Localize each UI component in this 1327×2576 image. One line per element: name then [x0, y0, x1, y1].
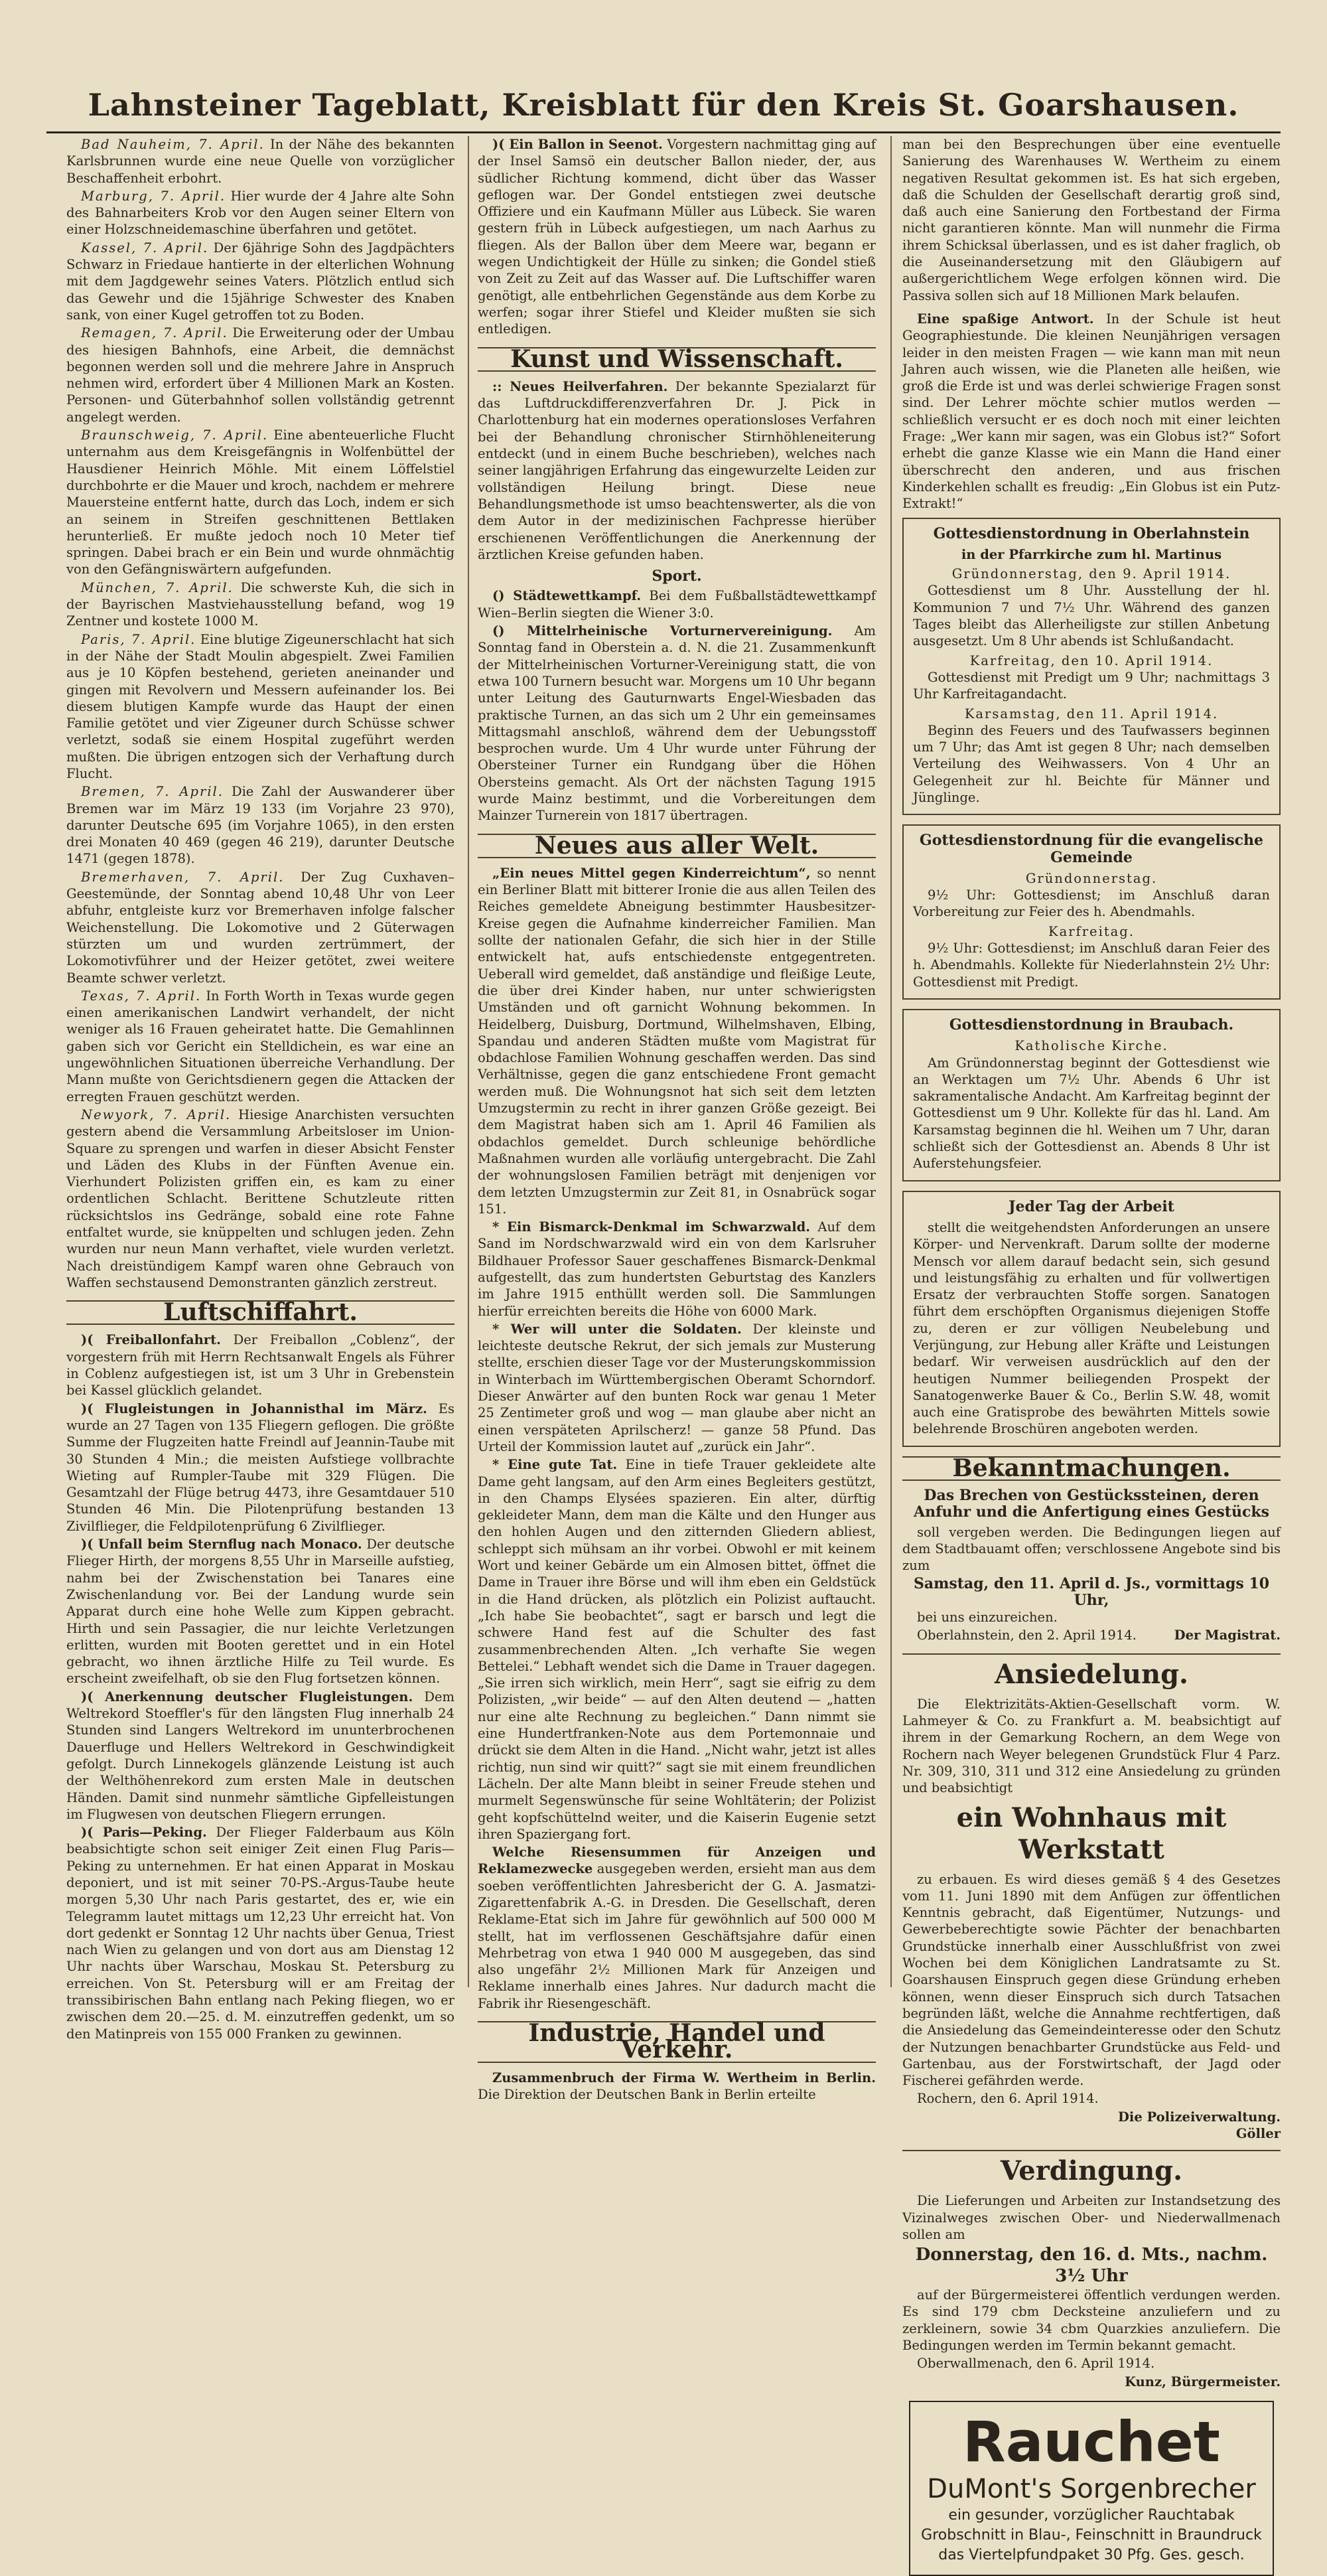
sport-item: () Mittelrheinische Vorturnervereinigung. Am Sonntag fand in Oberstein a. d. N. die 21. Zusammenkunft der Mittelrheinischen Vorturner-Vereinigung statt, die von etwa 100 Turnern besucht war. Morgens um 10 Uhr begann unter Leitung des Gauturnwarts Engel-Wiesbaden das praktische Turnen, an das sich um 2 Uhr ein gemeinsames Mittagsmahl anschloß, während dem der Uebungsstoff besprochen wurde. Um 4 Uhr wurde unter Führung der Obersteiner Turner ein Rundgang über die Höhen Obersteins gemacht. Als Ort der nächsten Tagung 1915 wurde Mainz bestimmt, und die Vorbereitungen dem Mainzer Turnerein von 1817 übertragen.: [478, 623, 876, 824]
neues-item: * Eine gute Tat. Eine in tiefe Trauer gekleidete alte Dame geht langsam, auf den Arm eines Begleiters gestützt, in den Champs Elysées spazieren. Ein alter, dürftig gekleideter Mann, dem man die Kälte und den Hunger aus den hohlen Augen und den zitternden Gliedern abliest, schleppt sich mühsam an ihr vorbei. Obwohl er mit keinem Wort und keiner Gebärde um ein Almosen bittet, öffnet die Dame in Trauer ihre Börse und will ihm eben ein Geldstück in die Hand drücken, als plötzlich ein Polizist auftaucht. „Ich habe Sie beobachtet“, sagt er barsch und legt die schwere Hand fest auf die Schulter des fast zusammenbrechenden Alten. „Ich verhafte Sie wegen Bettelei.“ Lebhaft wendet sich die Dame in Trauer dagegen. „Sie irren sich wirklich, mein Herr“, sagt sie eifrig zu dem Polizisten, „wir beide“ — auf den Alten deutend — „hatten nur eine alte Rechnung zu begleichen.“ Dann nimmt sie eine Hundertfranken-Note aus dem Portemonnaie und drückt sie dem Alten in die Hand. „Nicht wahr, jetzt ist alles richtig, nun sind wir quitt?“ sagt sie mit einem freundlichen Lächeln. Der alte Mann bleibt in seiner Freude stehen und murmelt Segenswünsche für seine Wohltäterin; der Polizist geht kopfschüttelnd weiter, und die Kaiserin Eugenie setzt ihren Spaziergang fort.: [478, 1457, 876, 1842]
masthead: Lahnsteiner Tageblatt, Kreisblatt für den Kreis St. Goarshausen.: [46, 78, 1281, 133]
aviation-item: )( Freiballonfahrt. Der Freiballon „Coblenz“, der vorgestern früh mit Herrn Rechtsanwalt Engels als Führer in Coblenz aufgestiegen ist, ist um 3 Uhr in Grebenstein bei Kassel glücklich gelandet.: [66, 1332, 455, 1399]
section-title-kunst: Kunst und Wissenschaft.: [478, 347, 876, 372]
news-item: Bremen, 7. April. Die Zahl der Auswanderer über Bremen war im März 19 133 (im Vorjahre 23 970), darunter Deutsche 695 (im Vorjahre 1065), in den ersten drei Monaten 40 469 (gegen 46 219), darunter Deutsche 1471 (gegen 1878).: [66, 784, 455, 867]
ad-sanatogen: Jeder Tag der Arbeit stellt die weitgehendsten Anforderungen an unsere Körper- und Nervenkraft. Darum sollte der moderne Mensch vor allem darauf bedacht sein, sich gesund und leistungsfähig zu erhalten und für vollwertigen Ersatz der verbrauchten Stoffe sorgen. Sanatogen führt dem erschöpften Organismus diejenigen Stoffe zu, deren er zur völligen Neubelebung und Verjüngung, zur Hebung aller Kräfte und Leistungen bedarf. Wir verweisen ausdrücklich auf den der heutigen Nummer beiliegenden Prospekt der Sanatogenwerke Bauer & Co., Berlin S.W. 48, womit auch eine Gratisprobe des bewährten Mittels sowie belehrende Broschüren angeboten werden.: [902, 1191, 1281, 1447]
aviation-item: )( Unfall beim Sternflug nach Monaco. Der deutsche Flieger Hirth, der morgens 8,55 Uhr in Marseille aufstieg, nahm bei der Zwischenstation bei Tanares eine Zwischenlandung vor. Bei der Landung wurde sein Apparat durch eine hohe Welle zum Kippen gebracht. Hirth und sein Passagier, die nur leichte Verletzungen erlitten, wurden mit Booten gerettet und in ein Hotel gebracht, wo ihnen ärztliche Hilfe zu Teil wurde. Es erscheint zweifelhaft, ob sie den Flug fortsetzen können.: [66, 1537, 455, 1687]
section-title-bekanntmachungen: Bekanntmachungen.: [902, 1456, 1281, 1481]
service-text: 9½ Uhr: Gottesdienst; im Anschluß daran Vorbereitung zur Feier des h. Abendmahls.: [913, 887, 1270, 920]
service-day: Karfreitag.: [1048, 923, 1135, 939]
sport-item: () Städtewettkampf. Bei dem Fußballstädtewettkampf Wien–Berlin siegten die Wiener 3:0.: [478, 588, 876, 621]
neues-item: * Ein Bismarck-Denkmal im Schwarzwald. Auf dem Sand im Nordschwarzwald wird ein von dem Karlsruher Bildhauer Professor Sauer geschaffenes Bismarck-Denkmal aufgestellt, das zum hundertsten Geburtstag des Kanzlers im Jahre 1915 enthüllt werden soll. Die Sammlungen hierfür erreichten bereits die Höhe von 6000 Mark.: [478, 1219, 876, 1319]
article-heilverfahren: :: Neues Heilverfahren. Der bekannte Spezialarzt für das Luftdruckdifferenzverfahren Dr. J. Pick in Charlottenburg hat ein modernes operationsloses Verfahren bei der Behandlung chronischer Stirnhöhleneiterung entdeckt (und in einem Buche beschrieben), welches nach seiner langjährigen Erfahrung das eingewurzelte Leiden zur vollständigen Heilung bringt. Diese neue Behandlungsmethode ist umso beachtenswerter, als die von dem Autor in der medizinischen Fachpresse hierüber erschienenen Veröffentlichungen die Anerkennung der ärztlichen Kreise gefunden haben.: [478, 378, 876, 562]
neues-item: „Ein neues Mittel gegen Kinderreichtum“, so nennt ein Berliner Blatt mit bitterer Ironie die aus allen Teilen des Reiches gemeldete Abneigung bestimmter Hausbesitzer-Kreise gegen die Aufnahme kinderreicher Familien. Man sollte der nationalen Gefahr, die sich hier in der Stille entwickelt hat, aufs entschiedenste entgegentreten. Ueberall wird gemeldet, daß anständige und fleißige Leute, die über drei Kinder haben, nur unter schwierigsten Umständen und oft garnicht Wohnung bekommen. In Heidelberg, Duisburg, Dortmund, Wilhelmshaven, Elbing, Spandau und anderen Städten mußte vom Magistrat für obdachlose Familien Wohnung geschaffen werden. Das sind Verhältnisse, gegen die ganz entschiedene Front gemacht werden muß. Die Wohnungsnot hat sich seit dem letzten Umzugstermin zu recht in ihrer ganzen Größe gezeigt. Bei dem Magistrat haben sich am 1. April 46 Familien als obdachlos gemeldet. Durch schleunige behördliche Maßnahmen wurden alle vorläufig untergebracht. Die Zahl der wohnungslosen Familien beträgt mit denjenigen vor dem letzten Umzugstermin zur Zeit 81, in Osnabrück sogar 151.: [478, 865, 876, 1217]
news-item: Marburg, 7. April. Hier wurde der 4 Jahre alte Sohn des Bahnarbeiters Krob vor den Augen seiner Eltern von einer Holzschneidemaschine überfahren und getötet.: [66, 188, 454, 238]
neues-item: * Wer will unter die Soldaten. Der kleinste und leichteste deutsche Rekrut, der sich jemals zur Musterung stellte, erschien dieser Tage vor der Musterungskommission in Winterbach im Württembergischen Oberamt Schorndorf. Dieser Anwärter auf den bunten Rock war genau 1 Meter 25 Zentimeter groß und wog — man glaube aber nicht an einen verspäteten Aprilscherz! — ganze 58 Pfund. Das Urteil der Kommission lautet auf „zurück ein Jahr“.: [478, 1321, 876, 1454]
section-title-sport: Sport.: [652, 568, 702, 585]
aviation-item: )( Paris—Peking. Der Flieger Falderbaum aus Köln beabsichtigte schon seit einiger Zeit einen Flug Paris—Peking zu unternehmen. Er hat einen Apparat in Moskau deponiert, und ist mit seiner 70-PS.-Argus-Taube heute morgen 5,30 Uhr nach Paris gestartet, des er, wie ein Telegramm lautet mittags um 12,23 Uhr erreicht hat. Von dort gedenkt er Sonntag 12 Uhr nachts über Genua, Triest nach Wien zu gelangen und von dort aus am Dienstag 12 Uhr nachts über Warschau, Moskau St. Petersburg zu erreichen. Von St. Petersburg will er am Freitag der transsibirischen Bahn entlang nach Peking fliegen, wo er zwischen dem 20.—25. d. M. einzutreffen gedenkt, um so den Matinpreis von 155 000 Franken zu gewinnen.: [66, 1825, 454, 2042]
aviation-item: )( Flugleistungen in Johannisthal im März. Es wurde an 27 Tagen von 135 Fliegern geflogen. Die größte Summe der Flugzeiten hatte Freindl auf Jeannin-Taube mit 30 Stunden 4 Min.; die meisten Aufstiege vollbrachte Wieting auf Rumpler-Taube mit 329 Flügen. Die Gesamtzahl der Flüge betrug 4473, ihre Gesamtdauer 510 Stunden 46 Min. Die Pilotenprüfung bestanden 13 Zivilflieger, die Feldpilotenprüfung 6 Zivilflieger.: [66, 1401, 454, 1534]
column-rule: [468, 136, 469, 1987]
news-item: Bremerhaven, 7. April. Der Zug Cuxhaven–Geestemünde, der Sonntag abend 10,48 Uhr von Leer abfuhr, entgleiste kurz vor Bremerhaven infolge falscher Weichenstellung. Die Lokomotive und 2 Güterwagen stürzten um und wurden zertrümmert, der Lokomotivführer und der Heizer getötet, zwei weitere Beamte schwer verletzt.: [66, 869, 455, 986]
service-day: Karfreitag, den 10. April 1914.: [969, 652, 1214, 668]
news-item: Texas, 7. April. In Forth Worth in Texas wurde gegen einen amerikanischen Landwirt verhandelt, der nicht weniger als 16 Frauen geheiratet hatte. Die Gemahlinnen gaben sich vor Gericht ein Stelldichein, es war eine an ungewöhnlichen Situationen überreiche Verhandlung. Der Mann mußte von Gerichtsdienern gegen die Attacken der erregten Frauen geschützt werden.: [66, 988, 454, 1104]
news-item: Bad Nauheim, 7. April. In der Nähe des bekannten Karlsbrunnen wurde eine neue Quelle von vorzüglicher Beschaffenheit erbohrt.: [66, 137, 455, 186]
service-text: Beginn des Feuers und des Taufwassers beginnen um 7 Uhr; das Amt ist gegen 8 Uhr; nach demselben Verteilung des Weihwassers. Von 4 Uhr an Gelegenheit zur hl. Beichte für Männer und Jünglinge.: [913, 722, 1270, 805]
article-balloon: )( Ein Ballon in Seenot. Vorgestern nachmittag ging auf der Insel Samsö ein deutscher Ballon nieder, der, aus südlicher Richtung kommend, dicht über das Wasser geflogen war. Der Gondel entstiegen zwei deutsche Offiziere und ein Kaufmann Müller aus Lübeck. Sie waren gestern früh in Lübeck aufgestiegen, um nach Aarhus zu fliegen. Als der Ballon über dem Meere war, begann er wegen Undichtigkeit der Hülle zu sinken; die Gondel stieß von Zeit zu Zeit auf das Wasser auf. Die Luftschiffer waren genötigt, alle entbehrlichen Gegenstände aus dem Korbe zu werfen; sogar ihrer Stiefel und Kleider mußten sie sich entledigen.: [478, 137, 876, 337]
service-text: Gottesdienst mit Predigt um 9 Uhr; nachmittags 3 Uhr Karfreitagandacht.: [913, 669, 1270, 702]
notice-gottesdienst-evangelisch: Gottesdienstordnung für die evangelische Gemeinde Gründonnerstag. 9½ Uhr: Gottesdienst; im Anschluß daran Vorbereitung zur Feier des h. Abendmahls. Karfreitag. 9½ Uhr: Gottesdienst; im Anschluß daran Feier des h. Abendmahls. Kollekte für Niederlahnstein 2½ Uhr: Gottesdienst mit Predigt.: [902, 824, 1281, 1000]
aviation-item: )( Anerkennung deutscher Flugleistungen. Dem Weltrekord Stoeffler's für den längsten Flug innerhalb 24 Stunden sind Langers Weltrekord im ununterbrochenen Dauerfluge und Hellers Weltrekord in Geschwindigkeit gefolgt. Durch Linnekogels glänzende Leistung ist auch der Welthöhenrekord zum ersten Male in deutschen Händen. Damit sind nunmehr sämtliche Gipfelleistungen im Flugwesen von deutschen Fliegern errungen.: [66, 1689, 455, 1822]
aviation-list: [66, 1331, 454, 2042]
neues-item: Welche Riesensummen für Anzeigen und Reklamezwecke ausgegeben werden, ersieht man aus dem soeben veröffentlichten Jahresbericht der G. A. Jasmatzi-Zigarettenfabrik A.-G. in Dresden. Die Gesellschaft, deren Reklame-Etat sich im Jahre für gewöhnlich auf 500 000 M stellt, hat im verflossenen Geschäftsjahre dafür einen Mehrbetrag von etwa 1 940 000 M ausgegeben, das sind also ungefähr 2½ Millionen Mark für Anzeigen und Reklame innerhalb eines Jahres. Nur dadurch macht die Fabrik ihr Riesengeschäft.: [478, 1845, 876, 2011]
news-item: München, 7. April. Die schwerste Kuh, die sich in der Bayrischen Mastviehausstellung befand, wog 19 Zentner und kostete 1000 M.: [66, 579, 455, 629]
news-item: Remagen, 7. April. Die Erweiterung oder der Umbau des hiesigen Bahnhofs, eine Arbeit, die demnächst begonnen werden soll und die mehrere Jahre in Anspruch nehmen wird, erfordert über 4 Millionen Mark an Kosten. Personen- und Güterbahnhof sollen vollständig getrennt angelegt werden.: [66, 325, 454, 425]
news-list: [66, 136, 454, 1291]
section-title-neues: Neues aus aller Welt.: [478, 834, 876, 858]
service-text: Gottesdienst um 8 Uhr. Ausstellung der hl. Kommunion 7 und 7½ Uhr. Während des ganzen Tages bleibt das Allerheiligste zur stillen Anbetung ausgesetzt. Um 8 Uhr abends ist Schlußandacht.: [913, 583, 1270, 649]
column-1: [66, 136, 455, 2042]
neues-list: [478, 865, 876, 2012]
column-2: [478, 136, 876, 2102]
section-title-luftschiffahrt: Luftschiffahrt.: [66, 1300, 454, 1325]
notice-gottesdienst-braubach: Gottesdienstordnung in Braubach. Katholische Kirche. Am Gründonnerstag beginnt der Gottesdienst wie an Werktagen um 7½ Uhr. Abends 6 Uhr ist sakramentalische Andacht. Am Karfreitag beginnt der Gottesdienst um 9 Uhr. Kollekte für das hl. Land. Am Karsamstag beginnen die hl. Weihen um 7 Uhr, daran schließt sich der Gottesdienst an. Abends 8 Uhr ist Auferstehungsfeier.: [902, 1009, 1281, 1181]
article-wertheim-cont: man bei den Besprechungen über eine eventuelle Sanierung des Warenhauses W. Wertheim zu einem negativen Resultat gekommen ist. Es hat sich ergeben, daß die Schulden der Gesellschaft derartig groß sind, daß auch eine Sanierung den Fortbestand der Firma nicht garantieren könnte. Man will nunmehr die Firma ihrem Schicksal überlassen, und es ist daher fraglich, ob die Auseinandersetzung mit den Gläubigern auf außergerichtlichem Wege erfolgen können wird. Die Passiva sollen sich auf 18 Millionen Mark belaufen.: [902, 137, 1281, 303]
news-item: Kassel, 7. April. Der 6jährige Sohn des Jagdpächters Schwarz in Friedaue hantierte in der elterlichen Wohnung mit dem Jagdgewehr seines Vaters. Plötzlich entlud sich das Gewehr und die 15jährige Schwester des Knaben sank, von einer Kugel getroffen tot zu Boden.: [66, 240, 454, 323]
news-item: Newyork, 7. April. Hiesige Anarchisten versuchten gestern abend die Versammlung Arbeitsloser im Union-Square zu sprengen und warfen in dieser Absicht Fenster und Läden des Klubs in der Fünften Avenue ein. Vierhundert Polizisten griffen ein, es kam zu einer ordentlichen Schlacht. Berittene Schutzleute ritten rücksichtslos ins Gedränge, sobald eine rote Fahne entfaltet wurde, sie knüppelten und schlugen jeden. Zehn wurden nur neun Mann verhaftet, viele wurden verletzt. Nach dreistündigem Kampf waren ohne Gebrauch von Waffen sechstausend Demonstranten gänzlich zerstreut.: [66, 1106, 454, 1290]
ad-rauchet: Rauchet DuMont's Sorgenbrecher ein gesunder, vorzüglicher Rauchtabak Grobschnitt in Blau-, Feinschnitt in Braundruck das Viertelpfundpaket 30 Pfg. Ges. gesch.: [909, 2401, 1274, 2576]
notice-gottesdienst-oberlahnstein: Gottesdienstordnung in Oberlahnstein in der Pfarrkirche zum hl. Martinus Gründonnerstag, den 9. April 1914. Gottesdienst um 8 Uhr. Ausstellung der hl. Kommunion 7 und 7½ Uhr. Während des ganzen Tages bleibt das Allerheiligste zur stillen Anbetung ausgesetzt. Um 8 Uhr abends ist Schlußandacht. Karfreitag, den 10. April 1914. Gottesdienst mit Predigt um 9 Uhr; nachmittags 3 Uhr Karfreitagandacht. Karsamstag, den 11. April 1914. Beginn des Feuers und des Taufwassers beginnen um 7 Uhr; das Amt ist gegen 8 Uhr; nach demselben Verteilung des Weihwassers. Von 4 Uhr an Gelegenheit zur hl. Beichte für Männer und Jünglinge.: [902, 518, 1281, 816]
service-day: Gründonnerstag.: [1025, 870, 1158, 886]
article-wertheim-start: Zusammenbruch der Firma W. Wertheim in Berlin. Die Direktion der Deutschen Bank in Berlin erteilte: [478, 2070, 876, 2102]
column-3: man bei den Besprechungen über eine eventuelle Sanierung des Warenhauses W. Wertheim zu einem negativen Resultat gekommen ist. Es hat sich ergeben, daß die Schulden der Gesellschaft derartig groß sind, daß auch eine Sanierung den Fortbestand der Firma nicht garantieren könnte. Man will nunmehr die Firma ihrem Schicksal überlassen, und es ist daher fraglich, ob die Auseinandersetzung mit den Gläubigern auf außergerichtlichem Wege erfolgen können wird. Die Passiva sollen sich auf 18 Millionen Mark belaufen. Eine spaßige Antwort. In der Schule ist heut Geographiestunde. Die kleinen Neunjährigen versagen leider in den meisten Fragen — wie kann man mit neun Jahren auch wissen, wie die Planeten alle heißen, wie groß die Erde ist und was derlei schwierige Fragen sonst sind. Der Lehrer möchte schier mutlos werden — schließlich versucht er es doch noch mit einer leichten Frage: „Wer kann mir sagen, was ein Globus ist?“ Sofort erhebt die ganze Klasse wie ein Mann die Hand einer überschrecht den anderen, und aus frischen Kinderkehlen schallt es freudig: „Ein Globus ist ein Putz-Extrakt!“ Gottesdienstordnung in Oberlahnstein in der Pfarrkirche zum hl. Martinus Gründonnerstag, den 9. April 1914. Gottesdienst um 8 Uhr. Ausstellung der hl. Kommunion 7 und 7½ Uhr. Während des ganzen Tages bleibt das Allerheiligste zur stillen Anbetung ausgesetzt. Um 8 Uhr abends ist Schlußandacht. Karfreitag, den 10. April 1914. Gottesdienst mit Predigt um 9 Uhr; nachmittags 3 Uhr Karfreitagandacht. Karsamstag, den 11. April 1914. Beginn des Feuers und des Taufwassers beginnen um 7 Uhr; das Amt ist gegen 8 Uhr; nach demselben Verteilung des Weihwassers. Von 4 Uhr an Gelegenheit zur hl. Beichte für Männer und Jünglinge. Gottesdienstordnung für die evangelische Gemeinde Gründonnerstag. 9½ Uhr: Gottesdienst; im Anschluß daran Vorbereitung zur Feier des h. Abendmahls. Karfreitag. 9½ Uhr: Gottesdienst; im Anschluß daran Feier des h. Abendmahls. Kollekte für Niederlahnstein 2½ Uhr: Gottesdienst mit Predigt. Gottesdienstordnung in Braubach. Katholische Kirche. Am Gründonnerstag beginnt der Gottesdienst wie an Werktagen um 7½ Uhr. Abends 6 Uhr ist sakramentalische Andacht. Am Karfreitag beginnt der Gottesdienst um 9 Uhr. Kollekte für das hl. Land. Am Karsamstag beginnen die hl. Weihen um 7 Uhr, daran schließt sich der Gottesdienst an. Abends 8 Uhr ist Auferstehungsfeier. Jeder Tag der Arbeit stellt die weitgehendsten Anforderungen an unsere Körper- und Nervenkraft. Darum sollte der moderne Mensch vor allem darauf bedacht sein, sich gesund und leistungsfähig zu erhalten und für vollwertigen Ersatz der verbrauchten Stoffe sorgen. Sanatogen führt dem erschöpften Organismus diejenigen Stoffe zu, deren er zur völligen Neubelebung und Verjüngung, zur Hebung aller Kräfte und Leistungen bedarf. Wir verweisen ausdrücklich auf den der heutigen Nummer beiliegenden Prospekt der Sanatogenwerke Bauer & Co., Berlin S.W. 48, womit auch eine Gratisprobe des bewährten Mittels sowie belehrende Broschüren angeboten werden. Bekanntmachungen. Das Brechen von Gestückssteinen, deren Anfuhr und die Anfertigung eines Gestücks soll vergeben werden. Die Bedingungen liegen auf dem Stadtbauamt offen; verschlossene Angebote sind bis zum Samstag, den 11. April d. Js., vormittags 10 Uhr, bei uns einzureichen. Oberlahnstein, den 2. April 1914. Der Magistrat. Ansiedelung. Die Elektrizitäts-Aktien-Gesellschaft vorm. W. Lahmeyer & Co. zu Frankfurt a. M. beabsichtigt auf ihrem in der Gemarkung Rochern, an dem Wege von Rochern nach Weyer belegenen Grundstück Flur 4 Parz. Nr. 309, 310, 311 und 312 eine Ansiedelung zu gründen und beabsichtigt ein Wohnhaus mit Werkstatt zu erbauen. Es wird dieses gemäß § 4 des Gesetzes vom 11. Juni 1890 mit dem Anfügen zur öffentlichen Kenntnis gebracht, daß Eigentümer, Nutzungs- und Gewerbeberechtigte sowie Pächter der benachbarten Grundstücke innerhalb einer Ausschlußfrist von zwei Wochen bei dem Königlichen Landratsamte zu St. Goarshausen Einspruch gegen diese Gründung erheben können, wenn dieser Einspruch sich durch Tatsachen begründen läßt, welche die Annahme rechtfertigen, daß die Ansiedelung das Gemeindeinteresse oder den Schutz der Nutzungen benachbarter Grundstücke aus Feld- und Gartenbau, aus der Forstwirtschaft, der Jagd oder Fischerei gefährden werde. Rochern, den 6. April 1914. Die Polizeiverwaltung. Göller Verdingung. Die Lieferungen und Arbeiten zur Instandsetzung des Vizinalweges zwischen Ober- und Niederwallmenach sollen am Donnerstag, den 16. d. Mts., nachm. 3½ Uhr auf der Bürgermeisterei öffentlich verdungen werden. Es sind 179 cbm Decksteine anzuliefern und zu zerkleinern, sowie 34 cbm Quarzkies anzuliefern. Die Bedingungen werden im Termin bekannt gemacht. Oberwallmenach, den 6. April 1914. Kunz, Bürgermeister. Rauchet DuMont's Sorgenbrecher ein gesunder, vorzüglicher Rauchtabak Grobschnitt in Blau-, Feinschnitt in Braundruck das Viertelpfundpaket 30 Pfg. Ges. gesch.: [902, 136, 1281, 1987]
news-item: Braunschweig, 7. April. Eine abenteuerliche Flucht unternahm aus dem Kreisgefängnis in Wolfenbüttel der Hausdiener Heinrich Möhle. Mit einem Löffelstiel durchbohrte er die Mauer und kroch, nachdem er mehrere Mauersteine entfernt hatte, durch das Loch, indem er sich an seinem in Streifen geschnittenen Bettlaken herunterließ. Er mußte jedoch noch 10 Meter tief springen. Dabei brach er ein Bein und wurde ohnmächtig von den Gefängniswärtern aufgefunden.: [66, 427, 455, 577]
notice-ansiedelung-title: Ansiedelung.: [902, 1653, 1281, 1691]
notice-brechen: Das Brechen von Gestückssteinen, deren Anfuhr und die Anfertigung eines Gestücks soll vergeben werden. Die Bedingungen liegen auf dem Stadtbauamt offen; verschlossene Angebote sind bis zum Samstag, den 11. April d. Js., vormittags 10 Uhr, bei uns einzureichen. Oberlahnstein, den 2. April 1914. Der Magistrat.: [902, 1487, 1281, 1643]
article-antwort: Eine spaßige Antwort. In der Schule ist heut Geographiestunde. Die kleinen Neunjährigen versagen leider in den meisten Fragen — wie kann man mit neun Jahren auch wissen, wie die Planeten alle heißen, wie groß die Erde ist und was derlei schwierige Fragen sonst sind. Der Lehrer möchte schier mutlos werden — schließlich versucht er es doch noch mit einer leichten Frage: „Wer kann mir sagen, was ein Globus ist?“ Sofort erhebt die ganze Klasse wie ein Mann die Hand einer überschrecht den anderen, und aus frischen Kinderkehlen schallt es freudig: „Ein Globus ist ein Putz-Extrakt!“: [902, 311, 1281, 512]
section-title-industrie: Industrie, Handel und Verkehr.: [478, 2021, 876, 2063]
service-text: 9½ Uhr: Gottesdienst; im Anschluß daran Feier des h. Abendmahls. Kollekte für Niederlahnstein 2½ Uhr: Gottesdienst mit Predigt.: [913, 941, 1270, 990]
service-day: Gründonnerstag, den 9. April 1914.: [951, 566, 1231, 582]
notice-wohnhaus: ein Wohnhaus mit Werkstatt: [956, 1801, 1227, 1865]
sport-list: [478, 587, 876, 824]
news-item: Paris, 7. April. Eine blutige Zigeunerschlacht hat sich in der Nähe der Stadt Moulin abgespielt. Zwei Familien aus je 10 Köpfen bestehend, gerieten aneinander und gingen mit Revolvern und Messern aufeinander los. Bei diesem blutigen Kampfe wurde das Haupt der einen Familie getötet und vier Zigeuner durch Schüsse schwer verletzt, sodaß sie einem Hospital zugeführt werden mußten. Die übrigen entzogen sich der Verhaftung durch Flucht.: [66, 631, 454, 781]
service-day: Karsamstag, den 11. April 1914.: [964, 706, 1219, 721]
notice-verdingung-title: Verdingung.: [902, 2150, 1281, 2187]
column-rule: [890, 136, 892, 1987]
